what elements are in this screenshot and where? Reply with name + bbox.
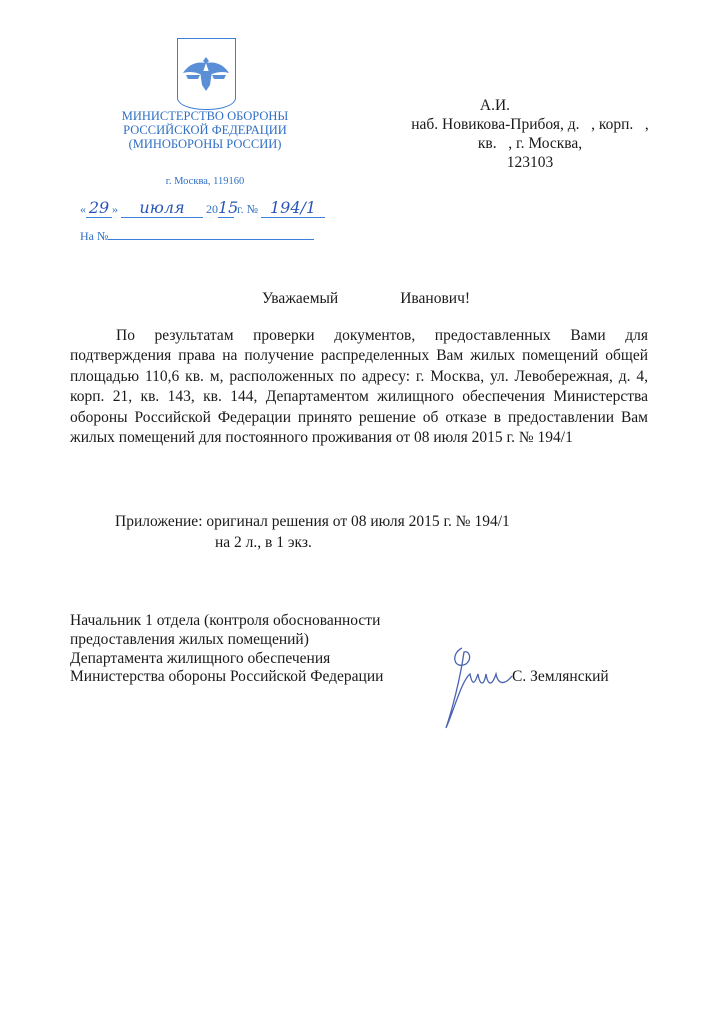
year-suffix: 15 [218, 198, 239, 217]
signatory-title [70, 612, 383, 687]
recipient-name: А.И. [479, 97, 511, 114]
ministry-name [95, 109, 315, 151]
ministry-emblem [177, 38, 236, 110]
letter-date-number: « 29 » июля 2015 г. № 194/1 [80, 198, 325, 218]
title-line: Министерства обороны Российской Федерации [70, 668, 384, 686]
year-label: г. № [237, 202, 259, 216]
attachment-line: Приложение: оригинал решения от 08 июля 2015 г. № 194/1 [115, 513, 510, 530]
reply-label: На № [80, 229, 109, 243]
recipient-apt-city: кв. , г. Москва, [477, 135, 583, 152]
ministry-city: г. Москва, 119160 [165, 176, 245, 187]
reply-blank [108, 229, 314, 240]
recipient-postcode: 123103 [506, 154, 554, 171]
date-day: 29 [86, 198, 112, 218]
signer-name: С. Землянский [512, 668, 609, 685]
recipient-address [360, 96, 700, 172]
attachment-pages: на 2 л., в 1 экз. [215, 533, 312, 551]
handwritten-signature [440, 640, 520, 735]
reply-to-line [80, 229, 314, 244]
title-line: предоставления жилых помещений) [70, 630, 309, 648]
greeting-name: Иванович! [400, 290, 471, 307]
greeting [262, 290, 470, 308]
attachment-note [115, 512, 510, 553]
title-line: Департамента жилищного обеспечения [70, 649, 331, 667]
ministry-line: МИНИСТЕРСТВО ОБОРОНЫ [121, 109, 289, 123]
date-month: июля [121, 198, 203, 218]
year-prefix: 20 [206, 202, 218, 216]
title-line: Начальник 1 отдела (контроля обоснованности [70, 612, 381, 629]
double-headed-eagle-icon [182, 53, 230, 93]
body-paragraph: По результатам проверки документов, предоставленных Вами для подтверждения права на получение распределенных Вам жилых помещений общей площадью 110,6 кв. м, расположенных по адресу: г. Москва, ул. Левобережная, д. 4, корп. 21, кв. 143, кв. 144, Департаментом жилищного обеспечения Министерства обороны Российской Федерации принято решение об отказе в предоставлении Вам жилых помещений для постоянного проживания от 08 июля 2015 г. № 194/1 [70, 327, 648, 447]
letter-number: 194/1 [261, 198, 325, 218]
greeting-salutation: Уважаемый [262, 290, 339, 307]
ministry-line: (МИНОБОРОНЫ РОССИИ) [128, 137, 282, 151]
ministry-line: РОССИЙСКОЙ ФЕДЕРАЦИИ [123, 123, 287, 137]
recipient-street: наб. Новикова-Прибоя, д. , корп. , [411, 116, 649, 133]
